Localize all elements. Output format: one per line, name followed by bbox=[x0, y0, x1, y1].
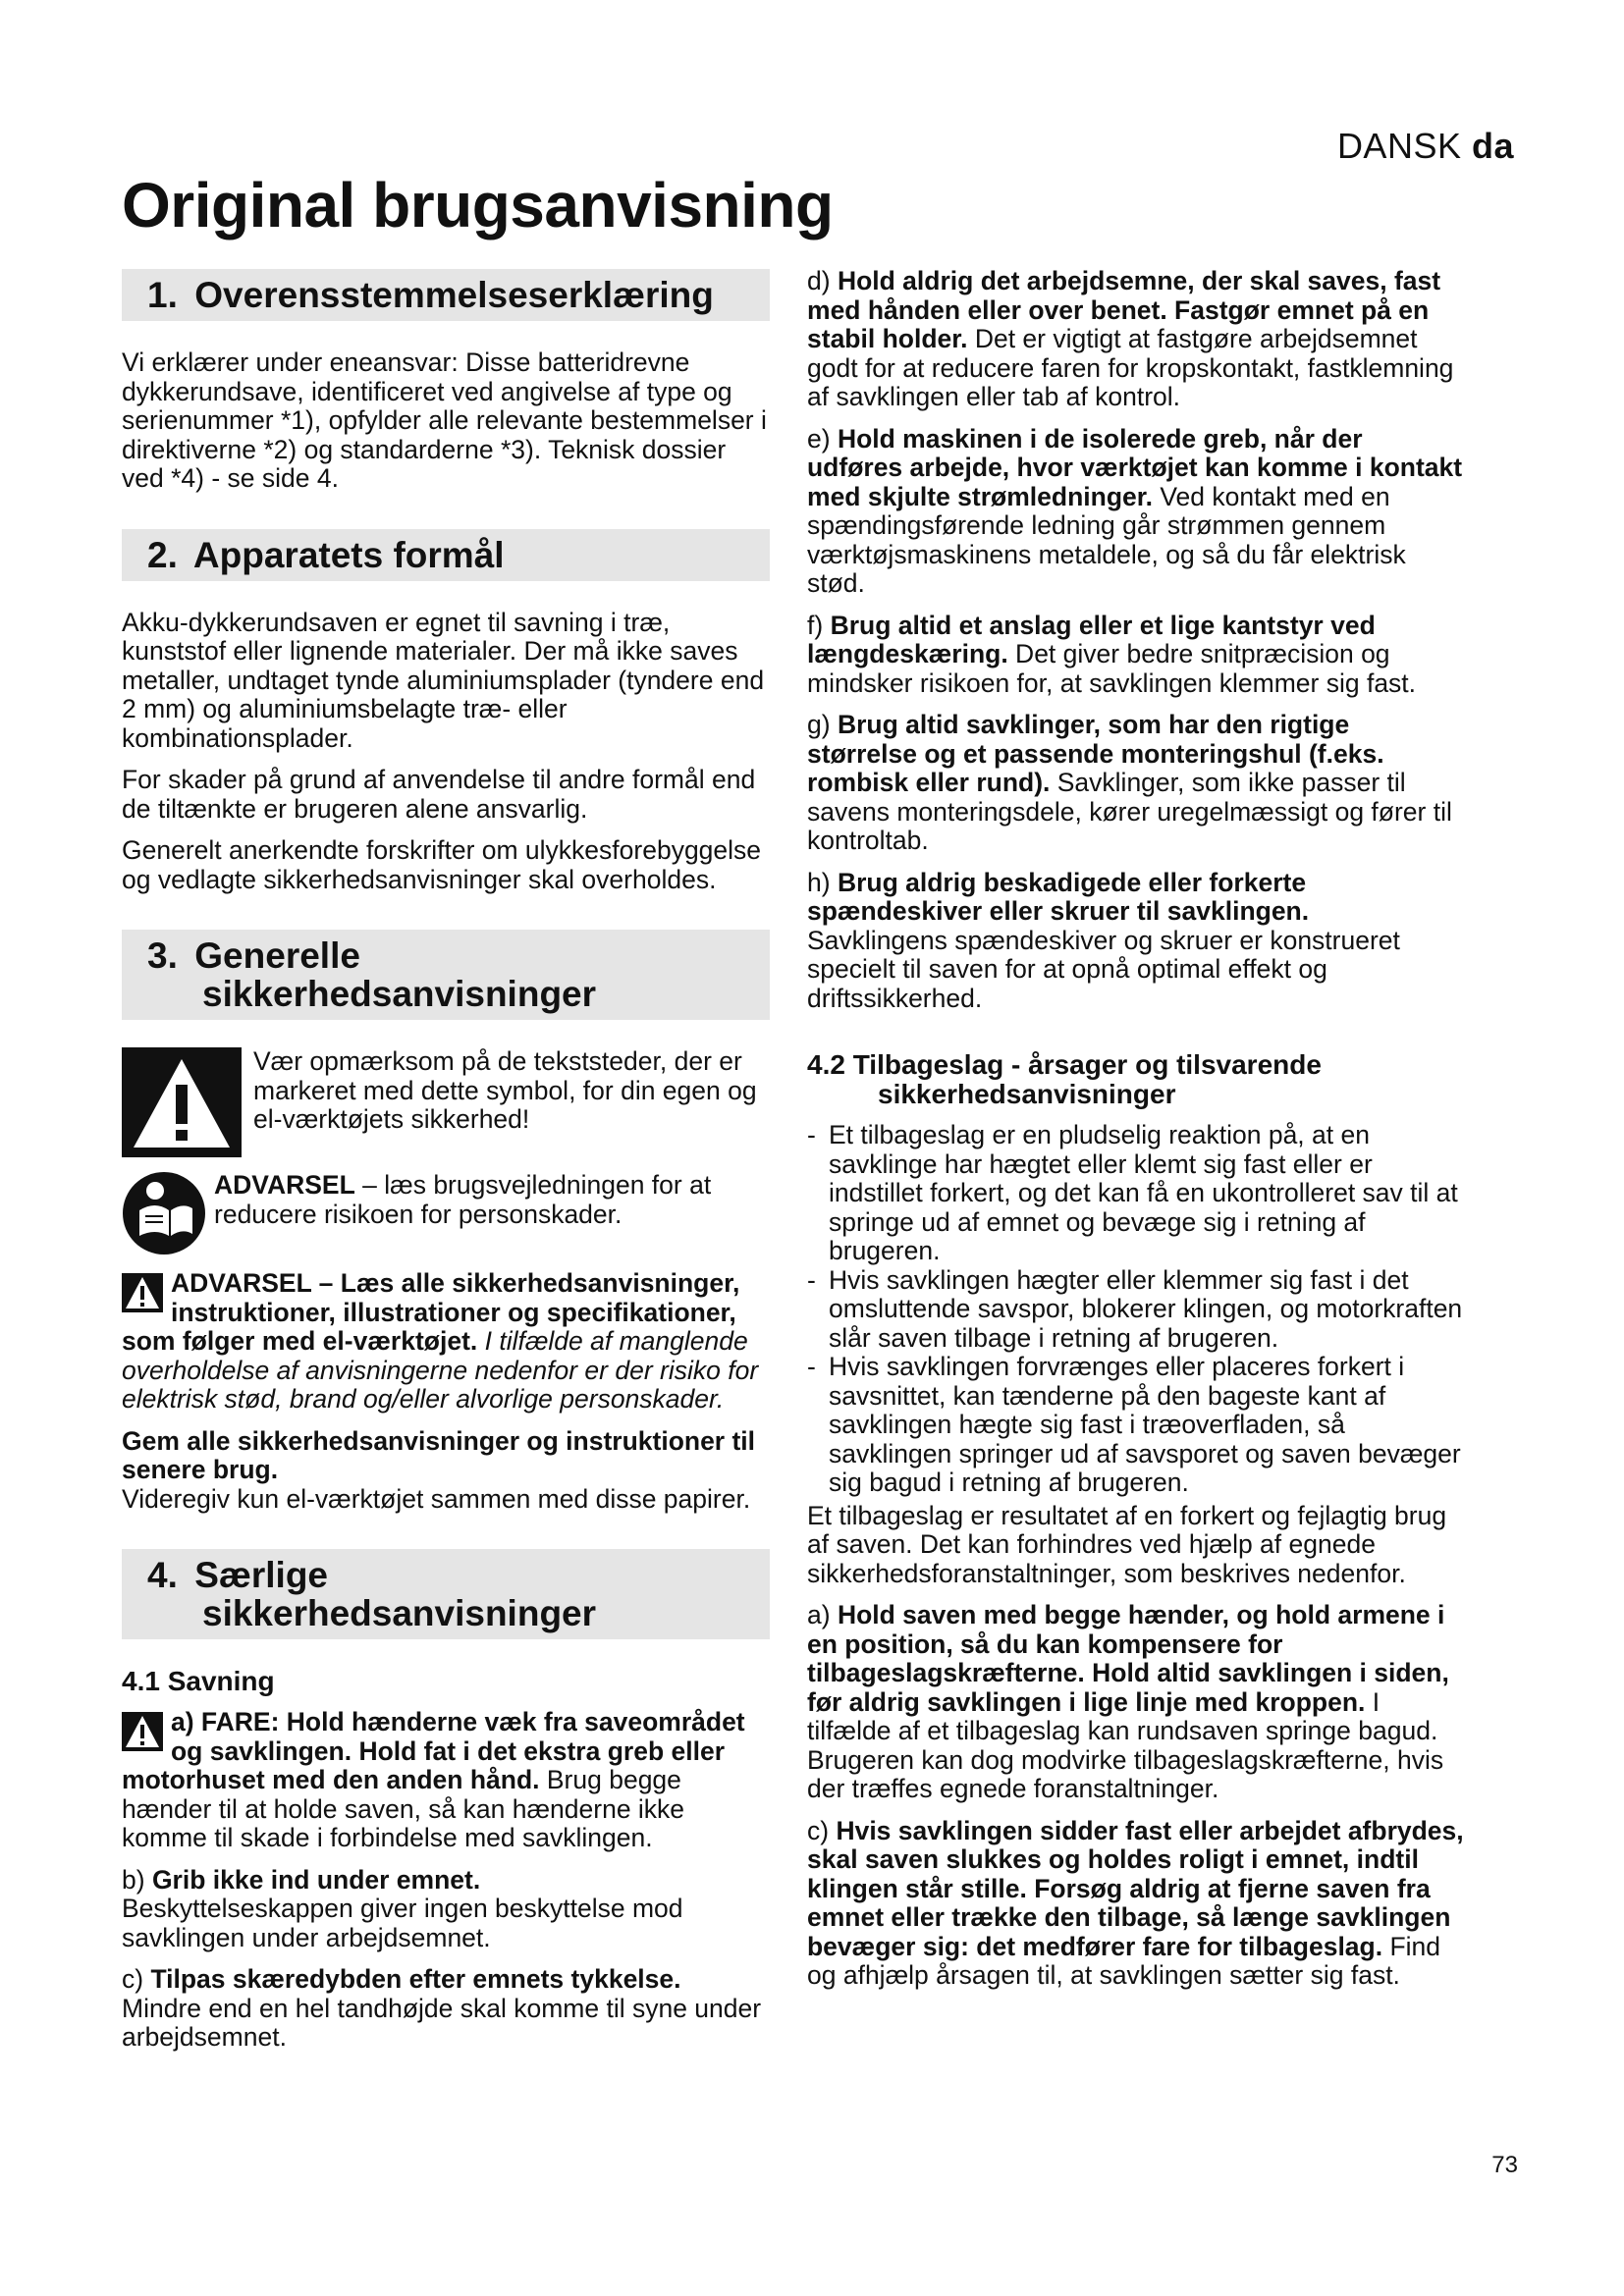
sawing-item-h: h) Brug aldrig beskadigede eller forkerte spændeskiver eller skruer til savklingen. Savklingens spændeskiver og skruer er konstrueret specielt til saven for at opnå optimal effekt og driftssikkerhed. bbox=[807, 867, 1400, 1013]
read-manual-icon bbox=[122, 1171, 206, 1255]
warning-triangle-small-icon bbox=[122, 1273, 163, 1312]
warning-triangle-icon bbox=[122, 1047, 242, 1157]
symbol-note bbox=[122, 1047, 770, 1157]
subsection-4-2-heading: 4.2 Tilbageslag - årsager og tilsvarende sikkerhedsanvisninger bbox=[807, 1049, 1322, 1109]
sawing-item-a: a) FARE: Hold hænderne væk fra saveområdet og savklingen. Hold fat i det ekstra greb eller motorhuset med den anden hånd. Brug begge hænder til at holde saven, så kan hænderne ikke komme til skade i forbindelse med savklingen. bbox=[122, 1707, 745, 1852]
subsection-4-1-heading: 4.1 Savning bbox=[122, 1666, 275, 1696]
purpose-text-3: Generelt anerkendte forskrifter om ulykkesforebyggelse og vedlagte sikkerhedsanvisninger skal overholdes. bbox=[122, 835, 762, 894]
left-column bbox=[122, 269, 770, 2065]
list-item: - Hvis savklingen forvrænges eller placeres forkert i savsnittet, kan tænderne på den bageste kant af savklingen hægte sig fast i træoverfladen, så savklingen springer ud af savsporet og saven bevæger sig bagud i retning af brugeren. bbox=[807, 1353, 1465, 1498]
kickback-summary: Et tilbageslag er resultatet af en forkert og fejlagtig brug af saven. Det kan forhindres ved hjælp af egnede sikkerhedsforanstaltninger, som beskrives nedenfor. bbox=[807, 1500, 1447, 1588]
sawing-item-f: f) Brug altid et anslag eller et lige kantstyr ved længdeskæring. Det giver bedre snitpræcision og mindsker risikoen for, at savklingen klemmer sig fast. bbox=[807, 610, 1417, 698]
list-item: - Hvis savklingen hægter eller klemmer sig fast i det omsluttende savspor, blokerer klingen, og motorkraften slår saven tilbage i retning af brugeren. bbox=[807, 1266, 1465, 1354]
warning-triangle-small-icon bbox=[122, 1712, 163, 1751]
kickback-item-c: c) Hvis savklingen sidder fast eller arbejdet afbrydes, skal saven slukkes og holdes roligt i emnet, indtil klingen står stille. Forsøg aldrig at fjerne saven fra emnet eller trække den tilbage, så længe savklingen bevæger sig: det medfører fare for tilbageslag. Find og afhjælp årsagen til, at savklingen sætter sig fast. bbox=[807, 1815, 1464, 1990]
purpose-text-1: Akku-dykkerundsaven er egnet til savning i træ, kunststof eller lignende materialer. Der må ikke saves metaller, undtaget tynde aluminiumsplader (tyndere end 2 mm) og aluminiumsbelagte træ- eller kombinationsplader. bbox=[122, 607, 765, 753]
sawing-item-b: b) Grib ikke ind under emnet. Beskyttelseskappen giver ingen beskyttelse mod savklingen under arbejdsemnet. bbox=[122, 1864, 683, 1952]
page-number: 73 bbox=[1491, 2152, 1518, 2178]
page-title: Original brugsanvisning bbox=[122, 170, 834, 240]
read-manual-warning: ADVARSEL – læs brugsvejledningen for at reducere risikoen for personskader. bbox=[122, 1171, 770, 1255]
section-4-heading: 4. Særlige sikkerhedsanvisninger bbox=[122, 1549, 770, 1639]
language-label: DANSK da bbox=[1336, 126, 1514, 166]
sawing-item-c: c) Tilpas skæredybden efter emnets tykkelse. Mindre end en hel tandhøjde skal komme til syne under arbejdsemnet. bbox=[122, 1964, 762, 2052]
list-item: - Et tilbageslag er en pludselig reaktion på, at en savklinge har hægtet eller klemt sig fast eller er indstillet forkert, og det kan få en ukontrolleret sav til at springe ud af emnet og bevæge sig i retning af brugeren. bbox=[807, 1121, 1465, 1266]
keep-instructions: Gem alle sikkerhedsanvisninger og instruktioner til senere brug. bbox=[122, 1425, 756, 1484]
general-warning: ADVARSEL – Læs alle sikkerhedsanvisninger, instruktioner, illustrationer og specifikationer, som følger med el-værktøjet. I tilfælde af manglende overholdelse af anvisningerne nedenfor er der risiko for elektrisk stød, brand og/eller alvorlige personskader. bbox=[122, 1268, 759, 1414]
section-1-heading: 1. Overensstemmelseserklæring bbox=[122, 269, 770, 321]
right-column bbox=[807, 267, 1465, 2003]
section-2-heading: 2. Apparatets formål bbox=[122, 529, 770, 581]
kickback-causes-list bbox=[807, 1121, 1465, 1498]
declaration-text: Vi erklærer under eneansvar: Disse batteridrevne dykkerundsave, identificeret ved angivelse af type og serienummer *1), opfylder alle relevante bestemmelser i direktiverne *2) og standarderne *3). Teknisk dossier ved *4) - se side 4. bbox=[122, 347, 767, 493]
purpose-text-2: For skader på grund af anvendelse til andre formål end de tiltænkte er brugeren alene ansvarlig. bbox=[122, 765, 756, 824]
symbol-note-text: Vær opmærksom på de tekststeder, der er markeret med dette symbol, for din egen og el-værktøjets sikkerhed! bbox=[253, 1046, 757, 1134]
sawing-item-e: e) Hold maskinen i de isolerede greb, når der udføres arbejde, hvor værktøjet kan komme i kontakt med skjulte strømledninger. Ved kontakt med en spændingsførende ledning går strømmen gennem værktøjsmaskinens metaldele, og så du får elektrisk stød. bbox=[807, 423, 1463, 598]
sawing-item-d: d) Hold aldrig det arbejdsemne, der skal saves, fast med hånden eller over benet. Fastgør emnet på en stabil holder. Det er vigtigt at fastgøre arbejdsemnet godt for at reducere faren for kropskontakt, fastklemning af savklingen eller tab af kontrol. bbox=[807, 266, 1454, 411]
pass-on-text: Videregiv kun el-værktøjet sammen med disse papirer. bbox=[122, 1483, 751, 1514]
kickback-item-a: a) Hold saven med begge hænder, og hold armene i en position, så du kan kompensere for tilbageslagskræfterne. Hold altid savklingen i siden, før aldrig savklingen i lige linje med kroppen. I tilfælde af et tilbageslag kan rundsaven springe bagud. Brugeren kan dog modvirke tilbageslagskræfterne, hvis der træffes egnede foranstaltninger. bbox=[807, 1600, 1449, 1803]
sawing-item-g: g) Brug altid savklinger, som har den rigtige størrelse og et passende monteringshul (f.eks. rombisk eller rund). Savklinger, som ikke passer til savens monteringsdele, kører uregelmæssigt og fører til kontroltab. bbox=[807, 710, 1452, 855]
section-3-heading: 3. Generelle sikkerhedsanvisninger bbox=[122, 930, 770, 1020]
